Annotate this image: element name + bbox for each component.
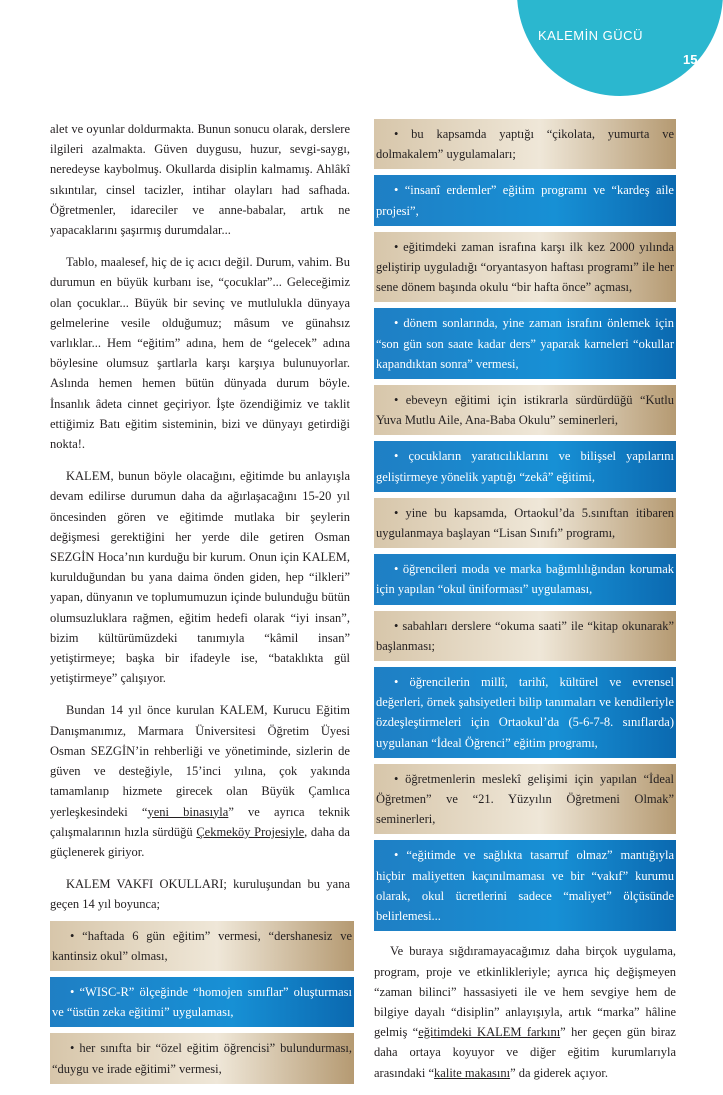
left-column — [50, 119, 350, 1090]
section-title: KALEMİN GÜCÜ — [538, 28, 643, 43]
left-bullet-1 — [50, 921, 354, 971]
page-number: 15 — [683, 52, 698, 67]
bullet-text: • öğrencilerin millî, tarihî, kültürel ve evrensel değerleri, örnek şahsiyetleri bilip tanımaları ve kendileriyle özdeşleştirmeleri için Ortaokul’da (5-6-7-8. sınıflarda) uygulanan “İdeal Öğrenci” eğitim programı, — [376, 675, 674, 750]
left-bullet-3 — [50, 1033, 354, 1083]
bullet-text: • bu kapsamda yaptığı “çikolata, yumurta ve dolmakalem” uygulamaları; — [376, 127, 674, 162]
right-bullet-11 — [374, 764, 676, 835]
new-building-link[interactable]: yeni binasıyla — [147, 804, 229, 819]
cekmekoy-project-link[interactable]: Çekmeköy Projesiyle — [196, 824, 305, 839]
kalem-difference-link[interactable]: eğitimdeki KALEM farkını — [418, 1025, 561, 1040]
right-bullet-6 — [374, 441, 676, 491]
left-bullet-2 — [50, 977, 354, 1027]
paragraph-4-text: Bundan 14 yıl önce kurulan KALEM, Kurucu Eğitim Danışmanımız, Marmara Üniversitesi Öğretim Üyesi Osman SEZGİN’in rehberliği ve yönetiminde, sizlerin de güven ve desteğiyle, 15’inci yılına, çok yakında tamamlanıp hizmete girecek olan Büyük Çamlıca yerleşkesindeki “ — [50, 703, 350, 819]
bullet-text: • ebeveyn eğitimi için istikrarla sürdürdüğü “Kutlu Yuva Mutlu Aile, Ana-Baba Okulu” seminerleri, — [376, 393, 674, 428]
right-bullet-12 — [374, 840, 676, 931]
bullet-text: • her sınıfta bir “özel eğitim öğrencisi” bulundurması, “duygu ve irade eğitimi” vermesi, — [52, 1041, 352, 1076]
bullet-text: • “insanî erdemler” eğitim programı ve “kardeş aile projesi”, — [376, 183, 674, 218]
bullet-text: • yine bu kapsamda, Ortaokul’da 5.sınıftan itibaren uygulanmaya başlayan “Lisan Sınıfı” programı, — [376, 505, 674, 541]
paragraph-4-text-mid: ” ve ayrıca teknik çalışmalarının hızla sürdüğü — [50, 804, 350, 839]
right-bullet-2 — [374, 175, 676, 225]
bullet-text: • “WISC-R” ölçeğinde “homojen sınıflar” oluşturması ve “üstün zeka eğitimi” uygulaması, — [52, 984, 352, 1020]
paragraph-1: alet ve oyunlar doldurmakta. Bunun sonucu olarak, derslere ilgileri azalmakta. Güven duygusu, huzur, sevgi-saygı, neredeyse kaybolmuş. Okullarda disiplin kalmamış. Ahlâkî sıkıntılar, cinsel tacizler, intihar olayları had safhada. Öğretmenler, idareciler ve anne-babalar, artık ne yapacaklarını şaşırmış durumdalar... — [50, 122, 350, 238]
right-bullet-10 — [374, 667, 676, 758]
right-bullet-3 — [374, 232, 676, 303]
right-bullet-4 — [374, 308, 676, 379]
right-bullet-8 — [374, 554, 676, 604]
bullet-text: • dönem sonlarında, yine zaman israfını önlemek için “son gün son saate kadar ders” yaparak karneleri “okullar kapandıktan sonra” vermesi, — [376, 316, 674, 371]
closing-text-end: ” da giderek açıyor. — [510, 1065, 608, 1080]
bullet-text: • çocukların yaratıcılıklarını ve bilişsel yapılarını geliştirmeye yönelik yaptığı “zekâ” eğitimi, — [376, 449, 674, 484]
closing-paragraph — [374, 941, 676, 1082]
bullet-text: • sabahları derslere “okuma saati” ile “kitap okunarak” başlanması; — [376, 618, 674, 653]
right-bullet-9 — [374, 611, 676, 661]
right-bullet-5 — [374, 385, 676, 435]
paragraph-3: KALEM, bunun böyle olacağını, eğitimde bu anlayışla devam edilirse durumun daha da ağırlaşacağını 15-20 yıl öncesinden gören ve eğitimde mutlaka bir şeylerin değişmesi gerektiğini her yerde dile getiren Osman SEZGİN Hoca’nın kurduğu bir kurum. Onun için KALEM, kurulduğundan bu yana daima önden giden, hep “ilkleri” yapan, dünyanın ve toplumumuzun içinde bulunduğu bütün olumsuzluklara rağmen, eğitim hedefi olarak “iyi insan”, bizim kültürümüzdeki tanımıyla “kâmil insan” yetiştirmeye; başka bir ifadeyle ise, “bataklıkta gül yetiştirmeye” çalışıyor. — [50, 469, 350, 686]
bullet-text: • “eğitimde ve sağlıkta tasarruf olmaz” mantığıyla hiçbir maliyetten kaçınılmaması ve bir “vakıf” kurumu olarak, okul ücretlerini sadece “maliyet” ölçüsünde belirlemesi... — [376, 848, 674, 924]
section-badge — [517, 0, 723, 96]
paragraph-5: KALEM VAKFI OKULLARI; kuruluşundan bu yana geçen 14 yıl boyunca; — [50, 877, 350, 912]
left-bullet-list — [50, 921, 350, 1084]
paragraph-4 — [50, 700, 350, 862]
bullet-text: • öğretmenlerin meslekî gelişimi için yapılan “İdeal Öğretmen” ve “21. Yüzyılın Öğretmeni Olmak” seminerleri, — [376, 771, 674, 827]
closing-text: Ve buraya sığdıramayacağımız daha birçok uygulama, program, proje ve etkinlikleriyle; ayrıca hiç değişmeyen “zaman bilinci” hassasiyeti ile ve hem sevgiye hem de bilgiye dayalı “disiplin” anlayışıyla, artık “marka” hâline gelmiş “ — [374, 944, 676, 1040]
right-column — [374, 119, 676, 1095]
right-bullet-list — [374, 119, 676, 931]
bullet-text: • “haftada 6 gün eğitim” vermesi, “dershanesiz ve kantinsiz okul” olması, — [52, 928, 352, 963]
paragraph-4-text-end: , daha da güçlenerek giriyor. — [50, 824, 350, 859]
bullet-text: • eğitimdeki zaman israfına karşı ilk kez 2000 yılında geliştirip uyguladığı “oryantasyon haftası programı” ile her sene dönem başında okulu “bir hafta önce” açması, — [376, 239, 674, 295]
paragraph-2: Tablo, maalesef, hiç de iç acıcı değil. Durum, vahim. Bu durumun en büyük kurbanı ise, “çocuklar”... Geleceğimiz olan çocuklar... Büyük bir sevinç ve mutlulukla dünyaya gelmelerine vesile olduğumuz; mâsum ve günahsız varlıklar... Hem “eğitim” adına, hem de “gelecek” adına böylesine olumsuz şartlarla karşı karşıya bulunuyorlar. Aslında hemen hemen bütün dünyada durum böyle. İnsanlık âdeta cinnet geçiriyor. İşte özendiğimiz ve taklit ettiğimiz Batı eğitim sisteminin, bizi ve dünyayı getirdiği nokta!. — [50, 255, 350, 452]
bullet-text: • öğrencileri moda ve marka bağımlılığından korumak için yapılan “okul üniforması” uygulaması, — [376, 562, 674, 597]
quality-gap-link[interactable]: kalite makasını — [434, 1065, 511, 1080]
closing-text-mid: ” her geçen gün biraz daha ortaya koyuyor ve diğer eğitim kurumlarıyla arasındaki “ — [374, 1025, 676, 1080]
right-bullet-1 — [374, 119, 676, 169]
right-bullet-7 — [374, 498, 676, 548]
